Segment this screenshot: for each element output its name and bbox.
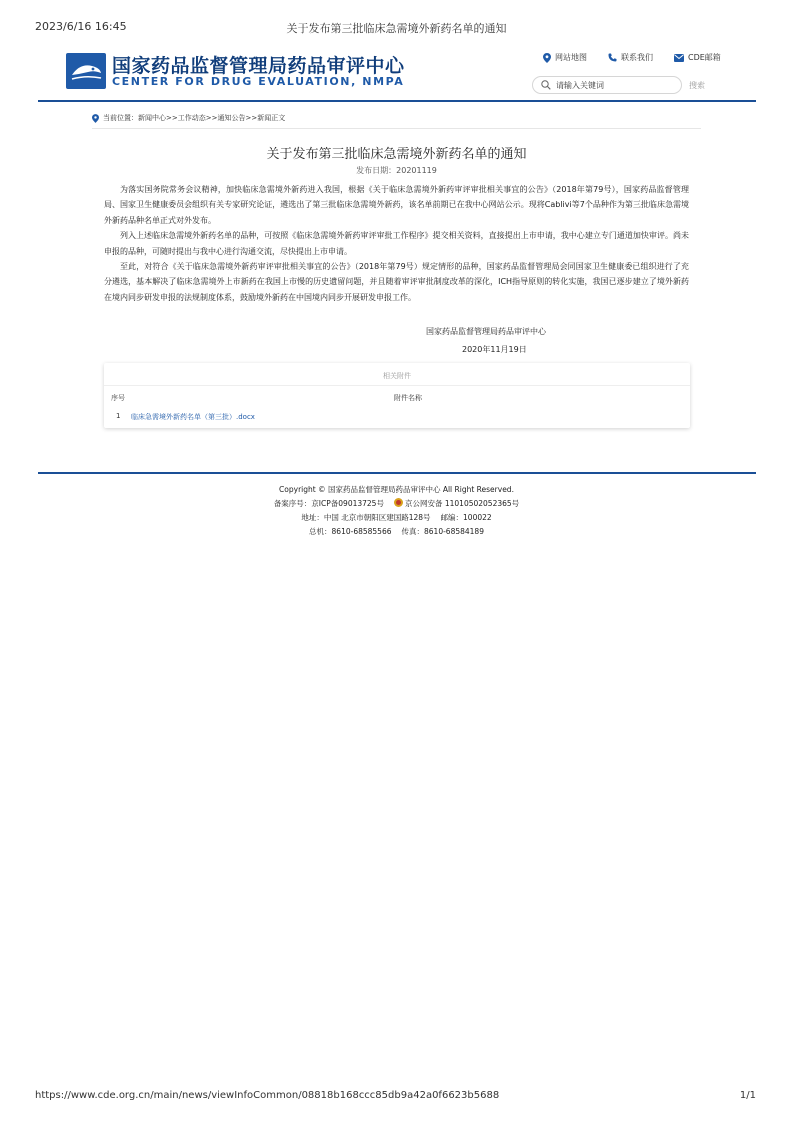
breadcrumb-divider xyxy=(92,128,701,129)
column-header-filename: 附件名称 xyxy=(394,394,422,402)
site-logo[interactable] xyxy=(66,53,446,93)
contact-label: 联系我们 xyxy=(621,53,653,62)
attachments-heading: 相关附件 xyxy=(383,372,411,380)
print-page-number: 1/1 xyxy=(739,1090,756,1101)
footer-divider xyxy=(38,472,756,474)
attachments-panel xyxy=(104,363,690,428)
attachment-file-link[interactable]: 临床急需境外新药名单（第三批）.docx xyxy=(131,413,255,421)
fax-value: 8610-68584189 xyxy=(424,527,484,536)
header-divider xyxy=(38,100,756,102)
breadcrumb-news-center[interactable]: 新闻中心 xyxy=(138,114,166,122)
attachments-divider xyxy=(104,385,690,386)
tel-label: 总机： xyxy=(309,527,332,536)
phone-icon xyxy=(608,53,617,62)
publish-date xyxy=(0,165,793,176)
cde-mail-link[interactable] xyxy=(674,52,721,63)
breadcrumb-separator: >> xyxy=(245,114,258,122)
article-title: 关于发布第三批临床急需境外新药名单的通知 xyxy=(266,147,527,162)
contact-link[interactable] xyxy=(608,52,653,63)
breadcrumb xyxy=(92,113,285,123)
sitemap-link[interactable] xyxy=(543,52,587,63)
breadcrumb-work-news[interactable]: 工作动态 xyxy=(177,114,206,122)
table-row xyxy=(104,407,690,427)
location-pin-icon xyxy=(92,114,99,123)
mail-icon xyxy=(674,54,684,62)
zip-value: 100022 xyxy=(463,513,492,522)
attachment-number: 1 xyxy=(116,412,121,420)
print-datetime: 2023/6/16 16:45 xyxy=(35,20,127,33)
cde-logo-icon xyxy=(66,53,106,89)
site-name-en: CENTER FOR DRUG EVALUATION, NMPA xyxy=(112,75,405,88)
cde-mail-label: CDE邮箱 xyxy=(688,53,721,62)
publish-date-label: 发布日期： xyxy=(356,166,397,175)
print-page-title: 关于发布第三批临床急需境外新药名单的通知 xyxy=(286,22,507,35)
column-header-number: 序号 xyxy=(111,394,125,402)
icp-label: 备案序号： xyxy=(273,499,312,508)
icp-link[interactable]: 京ICP备09013725号 xyxy=(311,499,384,508)
address-value: 中国 北京市朝阳区建国路128号 xyxy=(323,513,431,522)
search-icon xyxy=(541,80,551,90)
sitemap-label: 网站地图 xyxy=(555,53,587,62)
footer-icp xyxy=(0,498,793,509)
footer-address xyxy=(0,512,793,523)
fax-label: 传真： xyxy=(401,527,424,536)
location-pin-icon xyxy=(543,53,551,63)
article-paragraph: 为落实国务院常务会议精神，加快临床急需境外新药进入我国，根据《关于临床急需境外新药审评审批相关事宜的公告》（2018年第79号），国家药品监督管理局、国家卫生健康委员会组织有关专家研究论证，遴选出了第三批临床急需境外新药，该名单前期已在我中心网站公示。现将Cablivi等7个品种作为第三批临床急需境外新药品种名单正式对外发布。 xyxy=(104,185,689,225)
breadcrumb-prefix: 当前位置： xyxy=(103,114,138,122)
police-badge-icon xyxy=(394,498,403,507)
breadcrumb-separator: >> xyxy=(205,114,218,122)
print-url: https://www.cde.org.cn/main/news/viewInfoCommon/08818b168ccc85db9a42a0f6623b5688 xyxy=(35,1090,500,1101)
article-paragraph: 至此，对符合《关于临床急需境外新药审评审批相关事宜的公告》（2018年第79号）规定情形的品种，国家药品监督管理局会同国家卫生健康委已组织进行了充分遴选，基本解决了临床急需境外上市新药在我国上市慢的历史遗留问题，并且随着审评审批制度改革的深化，ICH指导原则的转化实施，我国已逐步建立了境外新药在境内同步研发申报的法规制度体系，鼓励境外新药在中国境内同步开展研发申报工作。 xyxy=(104,262,689,302)
address-label: 地址： xyxy=(301,513,324,522)
police-record-link[interactable]: 京公网安备 11010502052365号 xyxy=(404,499,520,508)
search-input[interactable] xyxy=(556,81,671,90)
publish-date-value: 20201119 xyxy=(396,166,437,175)
tel-value: 8610-68585566 xyxy=(331,527,392,536)
footer-copyright: Copyright © 国家药品监督管理局药品审评中心 All Right Reserved. xyxy=(279,485,514,494)
zip-label: 邮编： xyxy=(440,513,464,522)
search-button[interactable]: 搜索 xyxy=(689,81,705,90)
article-body xyxy=(104,182,689,305)
breadcrumb-separator: >> xyxy=(166,114,178,122)
breadcrumb-notices[interactable]: 通知公告 xyxy=(217,114,246,122)
footer-phone xyxy=(0,526,793,537)
breadcrumb-current: 新闻正文 xyxy=(257,114,286,122)
signature-organization: 国家药品监督管理局药品审评中心 xyxy=(426,327,546,336)
site-name-cn: 国家药品监督管理局药品审评中心 xyxy=(112,55,405,77)
search-box[interactable] xyxy=(532,76,682,94)
signature-date: 2020年11月19日 xyxy=(462,345,527,354)
article-paragraph: 列入上述临床急需境外新药名单的品种，可按照《临床急需境外新药审评审批工作程序》提交相关资料，直接提出上市申请，我中心建立专门通道加快审评。尚未申报的品种，可随时提出与我中心进行沟通交流，尽快提出上市申请。 xyxy=(104,231,689,256)
